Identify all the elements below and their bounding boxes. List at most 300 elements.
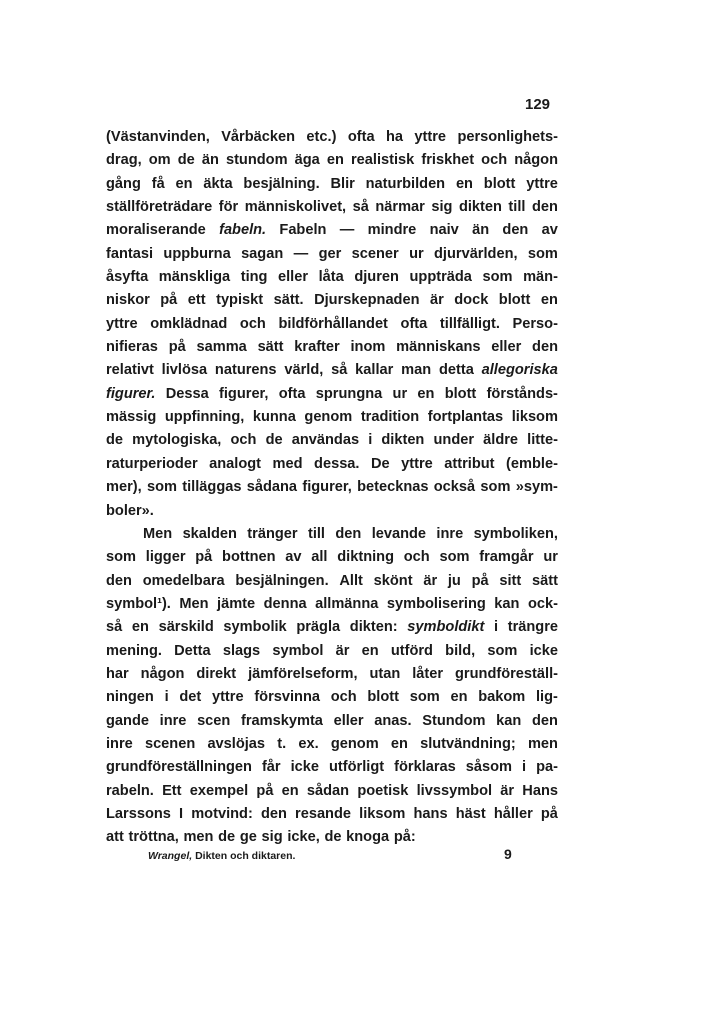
word: Stundom [422, 712, 486, 729]
page-number: 129 [525, 96, 551, 113]
word: som [527, 245, 558, 262]
text-line [106, 336, 558, 359]
word: knoga [346, 829, 390, 846]
word: håller [493, 805, 533, 822]
word: poetisk [357, 782, 409, 799]
footer-author: Wrangel, [148, 850, 193, 862]
word: uppträda [409, 269, 472, 286]
word: på [195, 549, 213, 566]
word: t. [277, 735, 287, 752]
word: ofta [347, 129, 375, 145]
word: djuren [354, 269, 399, 286]
word: mänskliga [158, 269, 231, 286]
word: en [361, 642, 379, 659]
word: den [106, 572, 132, 589]
word: livlösa [161, 362, 208, 379]
word: också [433, 479, 476, 496]
text-line [106, 500, 558, 523]
word: moraliserande [106, 222, 206, 239]
word: De [370, 455, 390, 472]
word: skalden [182, 525, 237, 542]
word: (emble- [506, 455, 558, 472]
word: som [146, 479, 177, 496]
word: sprungna [315, 385, 383, 402]
word: sig [261, 829, 283, 846]
word: den [502, 222, 529, 239]
word: livssymbol [416, 782, 493, 799]
word: sätt [257, 339, 284, 356]
word: utan [369, 665, 401, 682]
word: allegoriska [481, 362, 558, 379]
word: Men [179, 595, 209, 612]
word: häst [455, 805, 486, 822]
word: betecknas [357, 479, 429, 496]
text-line [106, 149, 558, 172]
word: Blir [330, 175, 355, 192]
word: ofta [278, 385, 306, 402]
word: än [201, 152, 219, 169]
word: dikten [381, 432, 425, 449]
word: som [439, 549, 470, 566]
word: naturbilden [365, 175, 446, 192]
text-line [106, 196, 558, 219]
word: av [285, 549, 302, 566]
word: besjälning. [243, 175, 320, 192]
word: så [331, 362, 348, 379]
word: dikten [458, 199, 502, 216]
text-line [106, 640, 558, 663]
word: som [487, 642, 518, 659]
word: om [148, 152, 171, 169]
word: förklaras [394, 759, 456, 776]
word: eller [333, 712, 364, 729]
word: Ett [162, 782, 182, 799]
text-line [106, 243, 558, 266]
word: som [480, 479, 511, 496]
word: uppfinning, [164, 409, 245, 426]
word: inre [436, 525, 464, 542]
word: mässig [106, 409, 157, 426]
word: framskymta [240, 712, 323, 729]
word: män- [523, 269, 558, 286]
word: — [339, 222, 355, 239]
word: icke [290, 759, 319, 776]
text-line [106, 616, 558, 639]
word: på [160, 292, 178, 309]
word: mer), [106, 479, 142, 496]
text-line [106, 453, 558, 476]
word: mindre [367, 222, 417, 239]
word: diktning [337, 549, 394, 566]
word: symboliken, [473, 525, 558, 542]
word: den [532, 339, 558, 356]
word: ex. [298, 735, 319, 752]
text-line [106, 710, 558, 733]
word: friskhet [421, 152, 475, 169]
word: yttre [106, 315, 138, 332]
word: motvind: [191, 805, 253, 822]
word: så [352, 199, 369, 216]
word: en [281, 782, 299, 799]
word: symbol [272, 642, 324, 659]
word: all [311, 549, 328, 566]
word: de [177, 152, 195, 169]
word: tilläggas [182, 479, 242, 496]
footer-title [148, 850, 295, 862]
word: raturperioder [106, 455, 198, 472]
word: boler». [106, 502, 154, 519]
word: närmar [375, 199, 425, 216]
word: sig [431, 199, 453, 216]
word: fabeln. [219, 222, 267, 239]
word: i [493, 619, 499, 636]
word: med [272, 455, 303, 472]
word: dock [454, 292, 489, 309]
word: än [472, 222, 490, 239]
word: sagan [241, 245, 284, 262]
word: någon [514, 152, 558, 169]
word: får [261, 759, 281, 776]
word: scenen [144, 735, 196, 752]
word: försvinna [254, 689, 320, 706]
word: scen [197, 712, 231, 729]
word: för [218, 199, 239, 216]
text-line [106, 570, 558, 593]
word: eller [278, 269, 309, 286]
word: krafter [294, 339, 340, 356]
word: ock- [527, 595, 558, 612]
word: och [230, 432, 257, 449]
word: blott [367, 689, 399, 706]
word: till [508, 199, 526, 216]
word: grundföreställningen [106, 759, 252, 776]
word: till [307, 525, 325, 542]
word: genom [304, 409, 353, 426]
word: samma [196, 339, 247, 356]
word: allmänna [315, 595, 379, 612]
word: människans [396, 339, 481, 356]
word: äkta [203, 175, 233, 192]
text-line [106, 780, 558, 803]
word: trängre [507, 619, 558, 636]
word: låter [412, 665, 444, 682]
word: kan [496, 712, 522, 729]
word: »sym- [515, 479, 558, 496]
word: sätt [532, 572, 558, 589]
word: under [433, 432, 475, 449]
word: Vårbäcken [221, 129, 296, 145]
word: av [541, 222, 558, 239]
word: på [471, 572, 489, 589]
word: ur [392, 385, 408, 402]
word: symbolik [223, 619, 287, 636]
word: en [175, 175, 193, 192]
word: Larssons [106, 805, 171, 822]
word: Hans [522, 782, 558, 799]
word: såsom [465, 759, 513, 776]
word: hans [413, 805, 448, 822]
word: blott [444, 385, 477, 402]
word: de [265, 432, 283, 449]
text-line [106, 546, 558, 569]
word: blott [498, 292, 531, 309]
word: figurer. [106, 385, 156, 402]
word: och [239, 315, 266, 332]
word: jämte [217, 595, 256, 612]
text-line [106, 219, 558, 242]
word: prägla [296, 619, 341, 636]
word: låta [318, 269, 344, 286]
word: ligger [145, 549, 186, 566]
word: (Västanvinden, [106, 129, 210, 145]
text-line [106, 803, 558, 826]
word: men [527, 735, 558, 752]
word: djurvärlden, [434, 245, 518, 262]
word: på: [393, 829, 416, 846]
word: någon [140, 665, 185, 682]
word: stundom [225, 152, 288, 169]
word: ting [240, 269, 268, 286]
word: kunna [252, 409, 296, 426]
word: besjälningen. [235, 572, 329, 589]
word: utförd [390, 642, 433, 659]
word: yttre [526, 175, 558, 192]
word: scener [351, 245, 399, 262]
word: på [168, 339, 186, 356]
word: avslöjas [207, 735, 266, 752]
word: dessa. [314, 455, 360, 472]
word: framgår [479, 549, 534, 566]
word: en [326, 152, 344, 169]
word: genom [330, 735, 379, 752]
word: ett [187, 292, 206, 309]
word: en [450, 689, 468, 706]
word: symboldikt [407, 619, 485, 636]
word: en [540, 292, 558, 309]
word: Fabeln [279, 222, 327, 239]
word: sätt. [273, 292, 304, 309]
word: niskor [106, 292, 150, 309]
word: har [106, 665, 129, 682]
word: jämförelseform, [248, 665, 358, 682]
text-line [106, 126, 558, 149]
word: Perso- [512, 315, 558, 332]
word: kan [494, 595, 520, 612]
word: naiv [429, 222, 459, 239]
word: en [417, 385, 435, 402]
word: en [131, 619, 149, 636]
word: uppburna [163, 245, 231, 262]
word: dikten: [349, 619, 398, 636]
word: ur [543, 549, 558, 566]
word: tröttna, [128, 829, 179, 846]
footer-book-title: Dikten och diktaren. [195, 850, 296, 862]
word: blott [483, 175, 516, 192]
text-line [106, 313, 558, 336]
text-line [106, 826, 558, 849]
word: resande [295, 805, 352, 822]
text-line [106, 476, 558, 499]
word: Dessa [165, 385, 209, 402]
word: liksom [511, 409, 558, 426]
word: särskild [158, 619, 214, 636]
word: nifieras [106, 339, 158, 356]
word: som [409, 689, 440, 706]
word: tradition [360, 409, 420, 426]
word: litte- [527, 432, 558, 449]
word: I [179, 805, 184, 822]
word: värld, [284, 362, 324, 379]
word: äga [294, 152, 320, 169]
word: människolivet, [244, 199, 347, 216]
word: fantasi [106, 245, 154, 262]
word: grundföreställ- [455, 665, 558, 682]
word: tillfälligt. [439, 315, 500, 332]
word: och [403, 549, 430, 566]
word: den [335, 525, 362, 542]
word: bakom [478, 689, 526, 706]
word: de [218, 829, 236, 846]
text-line [106, 289, 558, 312]
text-line [106, 523, 558, 546]
text-line [106, 383, 558, 406]
word: ställföreträdare [106, 199, 213, 216]
word: gång [106, 175, 141, 192]
text-line [106, 756, 558, 779]
word: är [429, 292, 444, 309]
word: relativt [106, 362, 154, 379]
word: ur [409, 245, 424, 262]
word: etc.) [306, 129, 337, 145]
body-text [106, 126, 558, 850]
word: figurer, [302, 479, 352, 496]
word: inom [350, 339, 386, 356]
word: tränger [247, 525, 298, 542]
word: denna [263, 595, 307, 612]
word: bild, [445, 642, 476, 659]
word: attribut [444, 455, 495, 472]
word: Djurskepnaden [314, 292, 420, 309]
word: den [531, 199, 558, 216]
word: fortplantas [427, 409, 504, 426]
word: yttre [211, 689, 244, 706]
word: Allt [339, 572, 363, 589]
text-line [106, 429, 558, 452]
word: ningen [106, 689, 154, 706]
word: bottnen [222, 549, 276, 566]
word: på [540, 805, 558, 822]
word: icke [529, 642, 558, 659]
word: exempel [189, 782, 249, 799]
word: analogt [209, 455, 262, 472]
text-line [106, 173, 558, 196]
word: ofta [400, 315, 428, 332]
word: levande [371, 525, 427, 542]
word: men [183, 829, 214, 846]
text-line [106, 266, 558, 289]
word: symbolisering [386, 595, 486, 612]
word: bildförhållandet [278, 315, 388, 332]
word: det [179, 689, 202, 706]
word: är [335, 642, 350, 659]
word: och [481, 152, 508, 169]
word: mytologiska, [132, 432, 222, 449]
word: den [531, 712, 558, 729]
word: är [423, 572, 438, 589]
word: ju [447, 572, 461, 589]
text-line [106, 686, 558, 709]
word: gande [106, 712, 149, 729]
text-line [106, 663, 558, 686]
word: sådana [246, 479, 298, 496]
word: som [482, 269, 513, 286]
word: omklädnad [150, 315, 228, 332]
word: drag, [106, 152, 142, 169]
word: yttre [414, 129, 447, 145]
word: utförligt [329, 759, 385, 776]
word: man [401, 362, 432, 379]
word: kallar [355, 362, 394, 379]
word: åsyfta [106, 269, 149, 286]
word: personlighets- [457, 129, 558, 145]
word: en [455, 175, 473, 192]
word: lig- [535, 689, 558, 706]
text-line [106, 593, 558, 616]
word: omedelbara [142, 572, 225, 589]
word: sådan [306, 782, 350, 799]
word: att [106, 829, 124, 846]
word: är [500, 782, 515, 799]
word: inre [106, 735, 133, 752]
word: rabeln. [106, 782, 154, 799]
word: som [106, 549, 137, 566]
word: och [330, 689, 357, 706]
word: slags [222, 642, 261, 659]
word: den [260, 805, 287, 822]
word: de [106, 432, 124, 449]
word: i [522, 759, 527, 776]
word: naturens [214, 362, 277, 379]
word: inre [159, 712, 187, 729]
text-line [106, 406, 558, 429]
word: detta [438, 362, 474, 379]
word: ha [385, 129, 404, 145]
word: i [164, 689, 169, 706]
word: figurer, [219, 385, 269, 402]
word: anas. [374, 712, 412, 729]
word: få [151, 175, 165, 192]
word: eller [491, 339, 522, 356]
word: förstånds- [486, 385, 558, 402]
word: icke, [287, 829, 320, 846]
word: en [390, 735, 408, 752]
word: slutvändning; [420, 735, 516, 752]
word: pa- [536, 759, 558, 776]
word: ge [239, 829, 257, 846]
word: skönt [373, 572, 413, 589]
word: Detta [174, 642, 211, 659]
word: — [293, 245, 309, 262]
word: symbol¹). [106, 595, 171, 612]
word: på [256, 782, 274, 799]
word: direkt [196, 665, 237, 682]
word: typiskt [216, 292, 264, 309]
signature-mark: 9 [504, 846, 512, 862]
text-line [106, 359, 558, 382]
word: äldre [483, 432, 519, 449]
word: yttre [401, 455, 433, 472]
word: realistisk [351, 152, 415, 169]
